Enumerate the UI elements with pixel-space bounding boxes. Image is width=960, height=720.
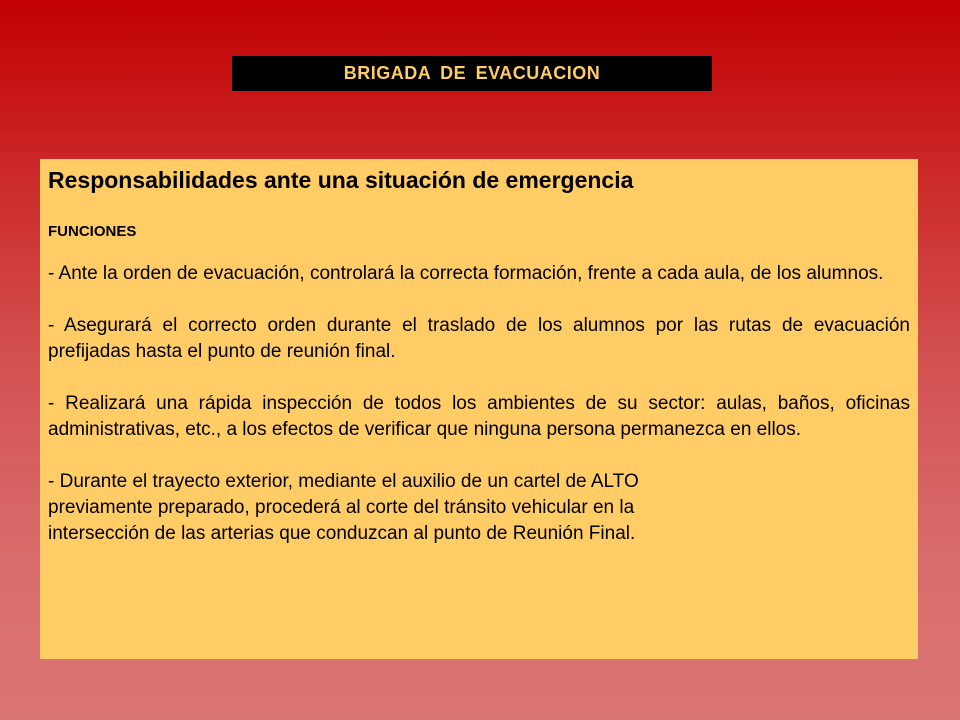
slide-title: BRIGADA DE EVACUACION: [343, 63, 601, 83]
paragraph-4-line-3: intersección de las arterias que conduzcan al punto de Reunión Final.: [48, 523, 636, 544]
paragraph-1: - Ante la orden de evacuación, controlará la correcta formación, frente a cada aula, de los alumnos.: [48, 263, 884, 284]
title-bar: [232, 56, 712, 91]
paragraph-2: - Asegurará el correcto orden durante el traslado de los alumnos por las rutas de evacuación prefijadas hasta el punto de reunión final.: [48, 315, 910, 362]
section-label: FUNCIONES: [48, 223, 137, 240]
content-heading: Responsabilidades ante una situación de emergencia: [48, 167, 634, 193]
paragraph-4: [48, 469, 910, 547]
paragraph-4-line-2: previamente preparado, procederá al corte del tránsito vehicular en la: [48, 497, 635, 518]
paragraph-4-line-1: - Durante el trayecto exterior, mediante el auxilio de un cartel de ALTO: [48, 471, 639, 492]
content-box: [40, 159, 918, 659]
paragraph-3: - Realizará una rápida inspección de todos los ambientes de su sector: aulas, baños, oficinas administrativas, etc., a los efectos de verificar que ninguna persona permanezca en ellos.: [48, 393, 910, 440]
